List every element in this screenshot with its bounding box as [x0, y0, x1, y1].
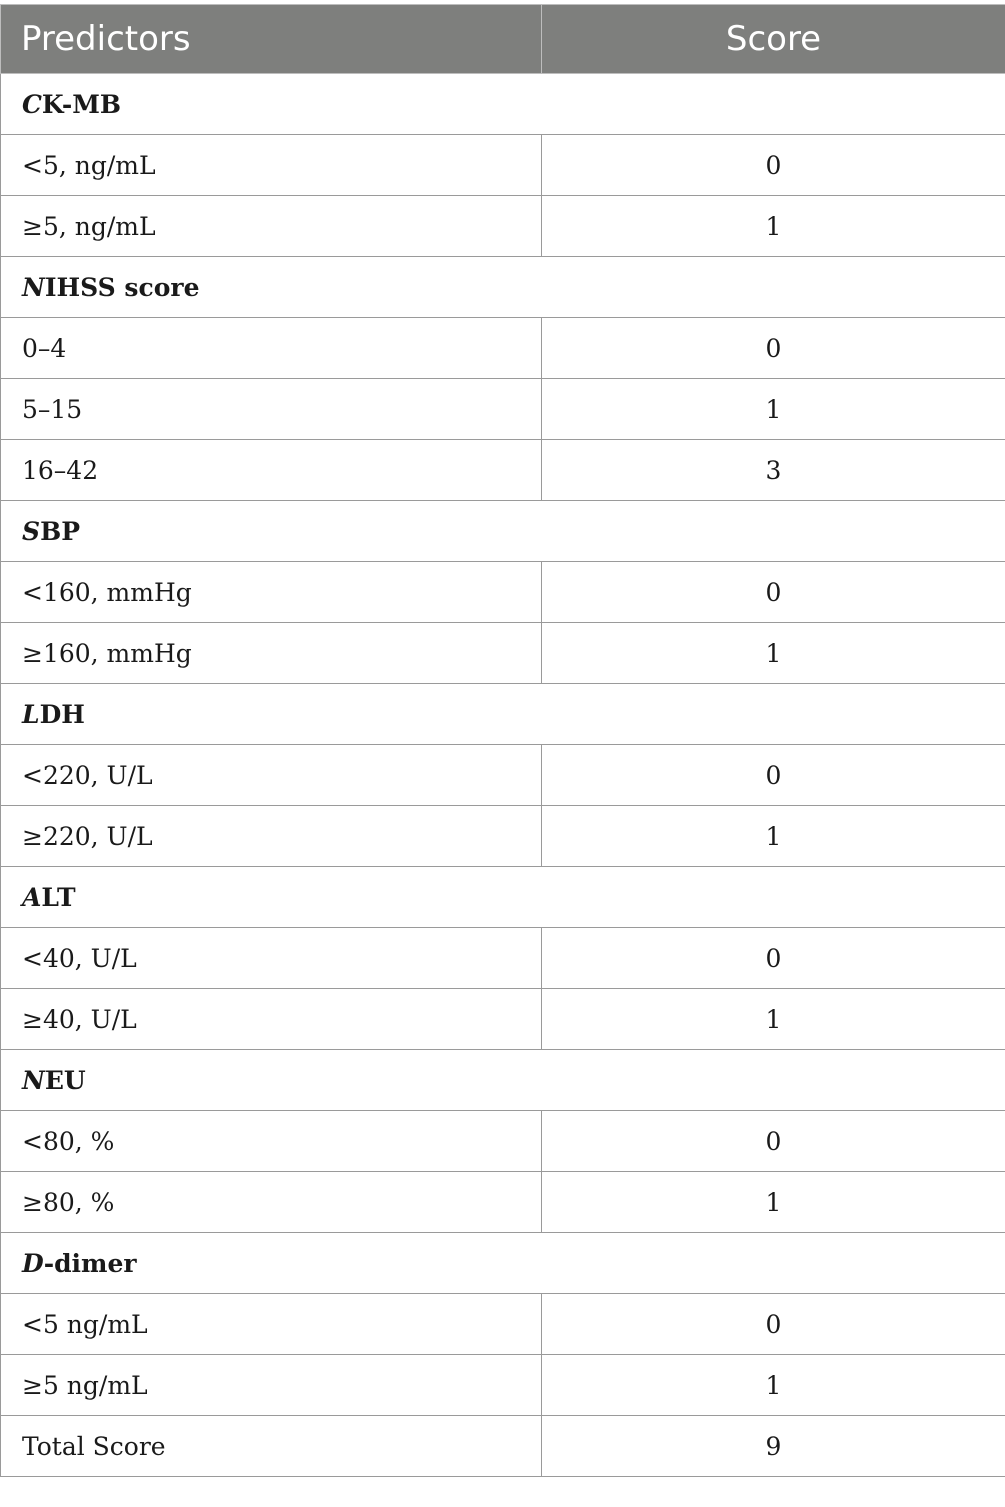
group-label-initial: D [22, 1248, 44, 1278]
table-row [1, 440, 1005, 501]
table-row [1, 745, 1005, 806]
group-label-rest: LT [41, 882, 76, 912]
group-row [1, 684, 1005, 745]
score-cell: 1 [542, 196, 1005, 257]
table-row [1, 1294, 1005, 1355]
predictor-cell: ≥160, mmHg [1, 623, 542, 684]
predictor-score-table [0, 4, 1005, 1477]
group-label-rest: K-MB [41, 89, 121, 119]
predictor-cell: ≥40, U/L [1, 989, 542, 1050]
score-cell: 1 [542, 1355, 1005, 1416]
predictor-cell: <160, mmHg [1, 562, 542, 623]
score-cell: 0 [542, 562, 1005, 623]
predictor-cell: 16–42 [1, 440, 542, 501]
table-row [1, 1416, 1005, 1477]
predictor-cell: ≥5, ng/mL [1, 196, 542, 257]
predictor-cell: <80, % [1, 1111, 542, 1172]
group-row [1, 257, 1005, 318]
score-cell: 1 [542, 989, 1005, 1050]
score-cell: 1 [542, 379, 1005, 440]
score-cell: 0 [542, 135, 1005, 196]
table-row [1, 379, 1005, 440]
header-predictors: Predictors [1, 5, 542, 74]
table-body [1, 74, 1005, 1477]
group-label [1, 74, 1005, 135]
group-label [1, 1233, 1005, 1294]
score-cell: 3 [542, 440, 1005, 501]
score-cell: 0 [542, 1111, 1005, 1172]
table-row [1, 196, 1005, 257]
group-label-initial: C [22, 89, 42, 119]
predictor-cell: 5–15 [1, 379, 542, 440]
predictor-cell: <40, U/L [1, 928, 542, 989]
group-label-rest: -dimer [43, 1248, 137, 1278]
table-row [1, 318, 1005, 379]
group-label-initial: N [22, 1065, 45, 1095]
table-row [1, 1355, 1005, 1416]
table-row [1, 989, 1005, 1050]
group-row [1, 501, 1005, 562]
group-label-initial: L [22, 699, 40, 729]
group-label-initial: S [22, 516, 41, 546]
table-row [1, 1111, 1005, 1172]
score-cell: 0 [542, 1294, 1005, 1355]
table-row [1, 135, 1005, 196]
predictor-cell: Total Score [1, 1416, 542, 1477]
predictor-cell: ≥220, U/L [1, 806, 542, 867]
predictor-cell: <5, ng/mL [1, 135, 542, 196]
score-cell: 1 [542, 806, 1005, 867]
group-label [1, 867, 1005, 928]
group-label [1, 257, 1005, 318]
score-cell: 0 [542, 928, 1005, 989]
group-label-initial: N [22, 272, 45, 302]
header-score: Score [542, 5, 1005, 74]
score-cell: 9 [542, 1416, 1005, 1477]
table-row [1, 1172, 1005, 1233]
predictor-cell: <5 ng/mL [1, 1294, 542, 1355]
score-cell: 0 [542, 318, 1005, 379]
predictor-cell: ≥5 ng/mL [1, 1355, 542, 1416]
score-cell: 1 [542, 1172, 1005, 1233]
group-label [1, 684, 1005, 745]
predictor-cell: <220, U/L [1, 745, 542, 806]
group-label-rest: IHSS score [44, 272, 200, 302]
group-label [1, 1050, 1005, 1111]
group-label-initial: A [22, 882, 42, 912]
table-row [1, 623, 1005, 684]
group-row [1, 1233, 1005, 1294]
predictor-cell: 0–4 [1, 318, 542, 379]
group-label [1, 501, 1005, 562]
group-row [1, 867, 1005, 928]
group-row [1, 1050, 1005, 1111]
group-label-rest: EU [44, 1065, 86, 1095]
table-row [1, 928, 1005, 989]
group-row [1, 74, 1005, 135]
group-label-rest: BP [40, 516, 80, 546]
score-cell: 1 [542, 623, 1005, 684]
predictor-cell: ≥80, % [1, 1172, 542, 1233]
score-cell: 0 [542, 745, 1005, 806]
table-row [1, 806, 1005, 867]
table-header-row [1, 5, 1005, 74]
group-label-rest: DH [39, 699, 85, 729]
table-row [1, 562, 1005, 623]
